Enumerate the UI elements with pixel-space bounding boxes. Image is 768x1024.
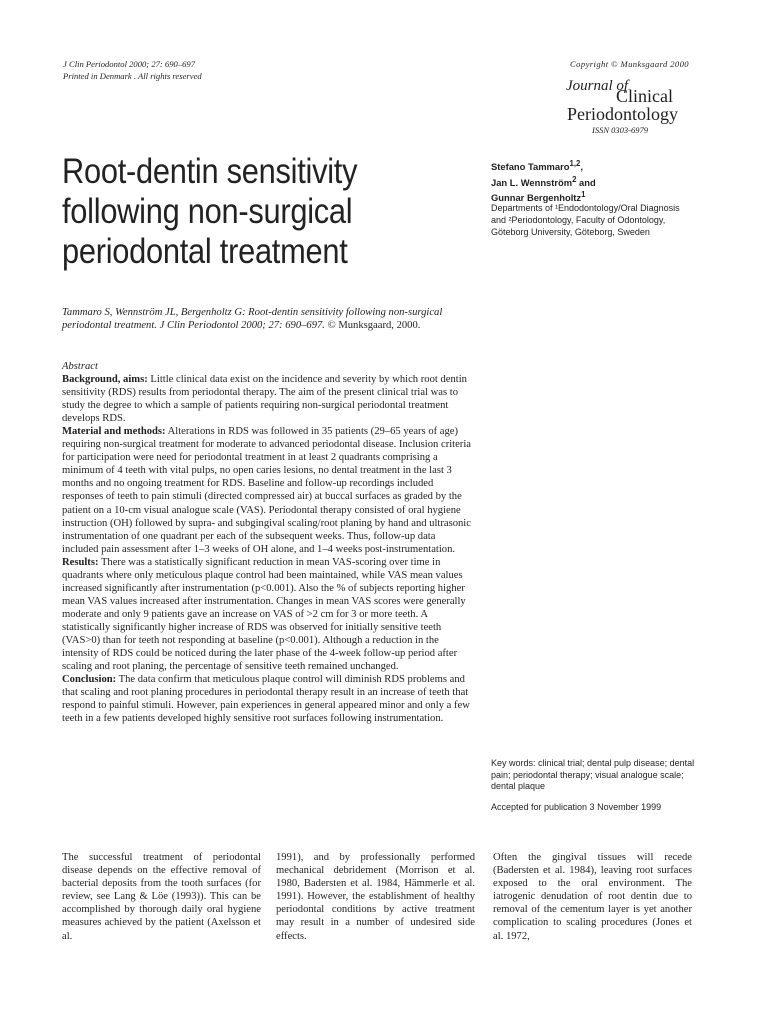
citation-line-2: Printed in Denmark . All rights reserved <box>63 70 202 81</box>
abstract-results-label: Results: <box>62 556 99 568</box>
keywords: Key words: clinical trial; dental pulp disease; dental pain; periodontal therapy; visual analogue scale; dental plaque <box>491 758 695 791</box>
article-title: Root-dentin sensitivity following non-surgical periodontal treatment <box>62 152 358 271</box>
copyright-notice: Copyright © Munksgaard 2000 <box>570 59 689 69</box>
citation-copyright: © Munksgaard, 2000. <box>324 320 421 332</box>
abstract-heading: Abstract <box>62 361 98 372</box>
logo-periodontology: Periodontology <box>567 104 678 124</box>
abstract-background-label: Background, aims: <box>62 374 148 386</box>
abstract-methods <box>62 425 472 555</box>
citation-line-1: J Clin Periodontol 2000; 27: 690–697 <box>63 59 195 69</box>
author-3-affil: 1 <box>581 190 586 200</box>
abstract-background-text: Little clinical data exist on the incidence and severity by which root dentin sensitivity (RDS) results from periodontal therapy. The aim of the present clinical trial was to study the degree to which a sample of patients requiring non-surgical periodontal treatment develops RDS. <box>62 374 467 425</box>
abstract-results-text: There was a statistically significant reduction in mean VAS-scoring over time in quadrants where only meticulous plaque control had been maintained, while VAS mean values increased significantly after instrumentation (p<0.001). Also the % of subjects reporting higher mean VAS values increased after instrumentation. Changes in mean VAS scores were generally moderate and only 9 patients gave an increase on VAS of >2 cm for 3 or more teeth. A statistically significantly higher increase of RDS was observed for initially sensitive teeth (VAS>0) than for teeth not responding at baseline (p<0.001). Although a reduction in the intensity of RDS could be noticed during the later phase of the 4-week follow-up period after scaling and root planing, the percentage of sensitive teeth remained unchanged. <box>62 556 466 673</box>
abstract-methods-text: Alterations in RDS was followed in 35 patients (29–65 years of age) requiring non-surgical treatment for moderate to advanced periodontal disease. Inclusion criteria for participation were need for periodontal treatment in at least 2 quadrants comprising a minimum of 4 teeth with vital pulps, no open caries lesions, no dental treatment in the last 3 months and no ongoing treatment for RDS. Baseline and follow-up recordings included responses of teeth to pain stimuli (directed compressed air) at buccal surfaces as graded by the patient on a 10-cm visual analogue scale (VAS). Periodontal therapy consisted of oral hygiene instruction (OH) followed by supra- and subgingival scaling/root planing by hand and ultrasonic instrumentation of one quadrant per each of the subsequent weeks. Thus, follow-up data included pain assessment after 1–3 weeks of OH alone, and 1–4 weeks post-instrumentation. <box>62 426 471 555</box>
abstract-results <box>62 556 472 673</box>
abstract-methods-label: Material and methods: <box>62 426 166 438</box>
abstract-conclusion-label: Conclusion: <box>62 674 117 686</box>
author-2: Jan L. Wennström <box>491 176 573 188</box>
body-column-1: The successful treatment of periodontal disease depends on the effective removal of bacterial deposits from the tooth surfaces (for review, see Lang & Löe (1993)). This can be accomplished by thorough daily oral hygiene measures achieved by the patient (Axelsson et al. <box>62 852 261 942</box>
author-separator: and <box>576 176 596 188</box>
issn: ISSN 0303-6979 <box>592 125 648 135</box>
body-column-3: Often the gingival tissues will recede (Badersten et al. 1984), leaving root surfaces exposed to the oral environment. The iatrogenic denudation of root dentin due to removal of the cementum layer is yet another complication to scaling procedures (Jones et al. 1972, <box>493 852 692 942</box>
author-1-affil: 1,2 <box>569 159 581 168</box>
affiliation: Departments of ¹Endodontology/Oral Diagnosis and ²Periodontology, Faculty of Odontology, Göteborg University, Göteborg, Sweden <box>491 203 680 237</box>
logo-journal-of: Journal of <box>566 78 629 94</box>
logo-clinical: Clinical <box>616 86 673 106</box>
author-list <box>491 158 691 205</box>
abstract-conclusion <box>62 673 472 725</box>
abstract-background <box>62 373 472 425</box>
author-1: Stefano Tammaro <box>491 161 570 173</box>
body-column-2: 1991), and by professionally performed mechanical debridement (Morrison et al. 1980, Badersten et al. 1984, Hämmerle et al. 1991). However, the establishment of healthy periodontal conditions by active treatment may result in a number of undesired side effects. <box>276 852 475 942</box>
journal-citation-header <box>63 59 202 82</box>
abstract-conclusion-text: The data confirm that meticulous plaque control will diminish RDS problems and that scaling and root planing procedures in periodontal therapy result in an increase of teeth that respond to painful stimuli. However, pain experiences in general appeared minor and only a few teeth in a few patients developed highly sensitive root surfaces following instrumentation. <box>62 674 470 725</box>
abstract <box>62 360 472 725</box>
author-separator: , <box>580 161 583 173</box>
author-3: Gunnar Bergenholtz <box>491 192 582 204</box>
accepted-date: Accepted for publication 3 November 1999 <box>491 802 662 812</box>
citation-italic: Tammaro S, Wennström JL, Bergenholtz G: Root-dentin sensitivity following non-surgical periodontal treatment. J Clin Periodontol 2000; 27: 690–697. <box>62 307 443 332</box>
author-2-affil: 2 <box>572 174 577 184</box>
reference-citation <box>62 306 470 332</box>
